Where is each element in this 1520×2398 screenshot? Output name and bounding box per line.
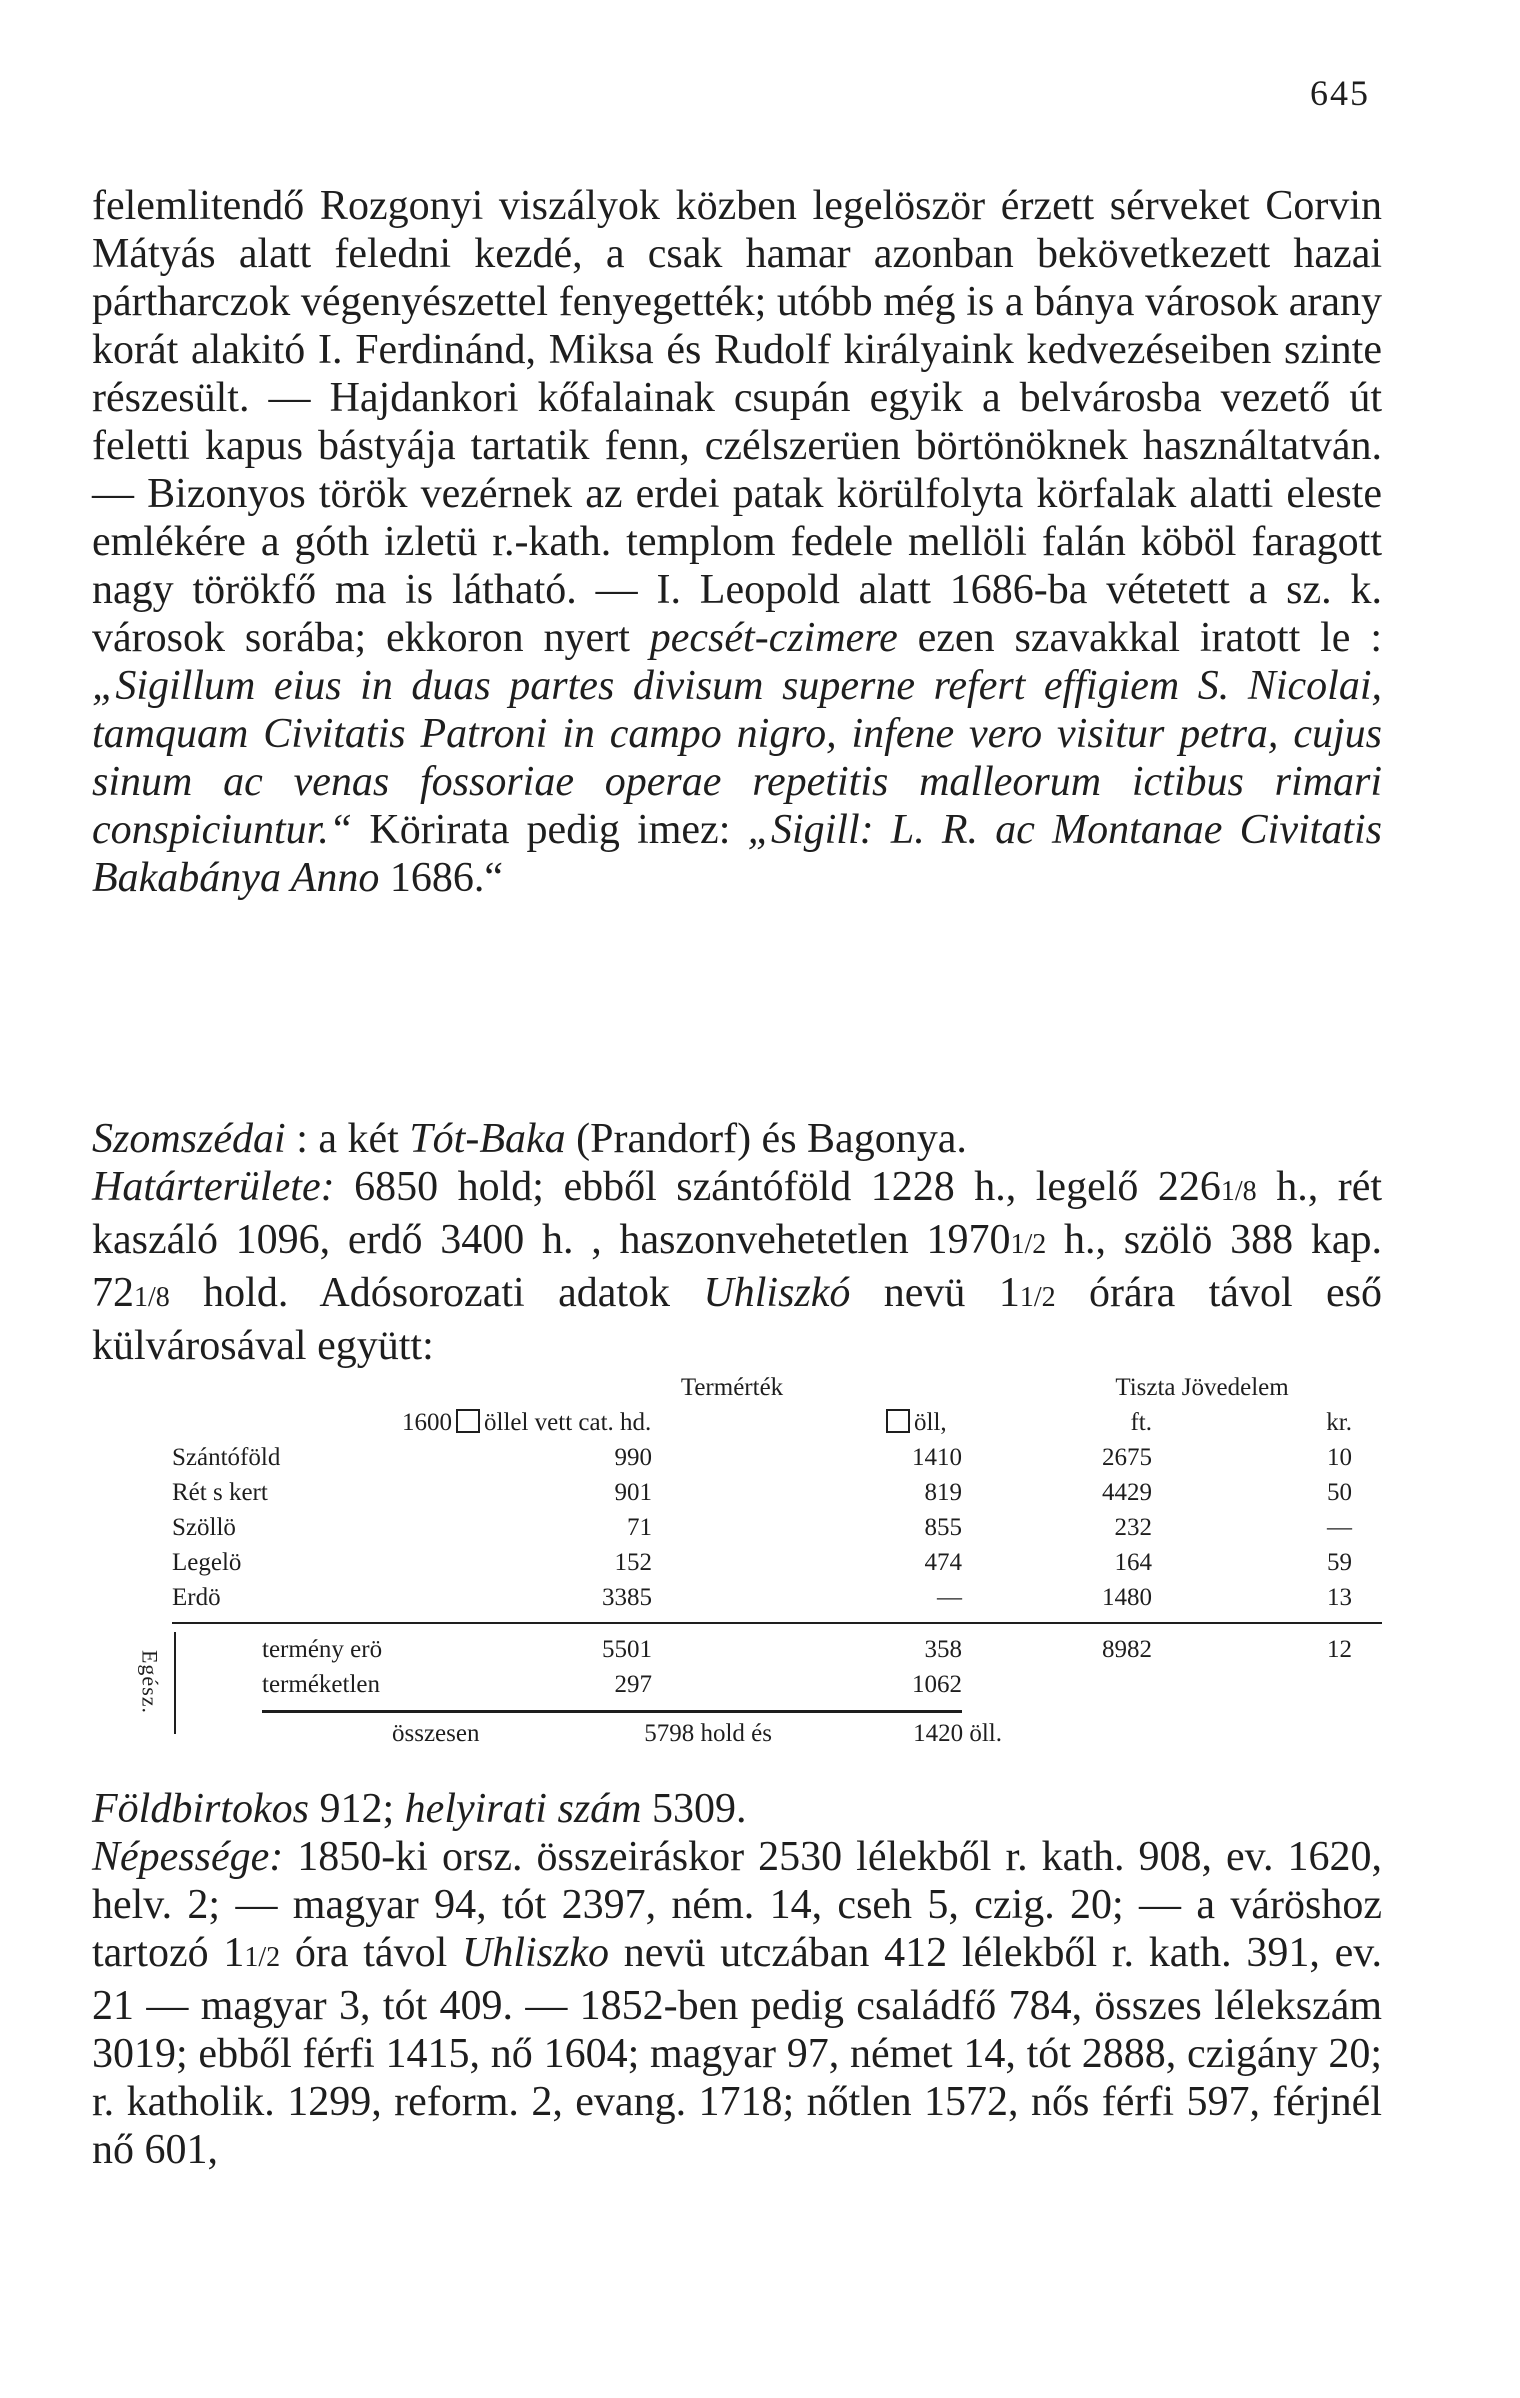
row-ft: 164 [1114,1549,1152,1576]
row-hold: 152 [614,1549,652,1576]
territory-text-6: órára távol eső külvárosával együtt: [92,1270,1382,1369]
header-oll-text: öll, [914,1409,947,1436]
header-ft: ft. [1130,1409,1152,1436]
total-rule [262,1710,962,1713]
population-label: Népessége: [92,1834,284,1880]
page-number: 645 [1310,73,1370,113]
register-number-label: helyirati szám [404,1786,642,1832]
territory-text-5: nevü 1 [850,1270,1020,1316]
square-symbol [886,1409,910,1433]
row-hold: 990 [614,1444,652,1471]
header-unit [402,1405,651,1440]
landowner-label: Földbirtokos [92,1786,309,1832]
history-text-2: ezen szavakkal iratott le : [897,615,1382,661]
row-ft: 4429 [1102,1479,1152,1506]
summary-hold: 5501 [602,1636,652,1663]
summary-ft: 8982 [1102,1636,1152,1663]
history-text-4: 1686.“ [379,855,503,901]
table-divider [172,1622,1382,1624]
neighbors-label: Szomszédai [92,1116,286,1162]
seal-term: pecsét-czimere [649,615,898,661]
summary-name: termény erö [262,1636,383,1663]
place-name: Uhliszko [461,1930,609,1976]
territory-label: Határterülete: [92,1164,335,1210]
latin-seal-description: „Sigillum eius in duas partes divisum superne refert effigiem S. Nicolai, tamquam Civitatis Patroni in campo nigro, infene vero visitur petra, cujus sinum ac venas fossoriae operae repetitis malleorum ictibus rimari conspiciuntur.“ [92,663,1382,853]
row-kr: — [1327,1514,1352,1541]
territory-text-2: h., rét kaszáló 1096, erdő 3400 h. , haszonvehetetlen 1970 [92,1164,1382,1263]
paragraph-neighbors [92,1115,1382,1163]
paragraph-population [92,1833,1382,2174]
population-text-2: óra távol [280,1930,462,1976]
header-termertek: Termérték [680,1374,784,1401]
row-ft: 1480 [1102,1584,1152,1611]
territory-text-3: h., szölö 388 kap. 72 [92,1217,1382,1316]
row-kr: 13 [1327,1584,1352,1611]
paragraph-history [92,182,1382,902]
row-oll: 1410 [912,1444,962,1471]
population-text-3: nevü utczában 412 lélekből r. kath. 391, ev. 21 — magyar 3, tót 409. — 1852-ben pedig családfő 784, összes lélekszám 3019; ebből férfi 1415, nő 1604; magyar 97, német 14, tót 2888, czigány 20; r. katholik. 1299, reform. 2, evang. 1718; nőtlen 1572, nős férfi 597, férjnél nő 601, [92,1930,1383,2173]
neighbors-text-2: (Prandorf) és Bagonya. [565,1116,967,1162]
place-name: Uhliszkó [703,1270,851,1316]
fraction: 1/2 [244,1942,281,1973]
summary-oll: 1062 [912,1671,962,1698]
header-unit-prefix: 1600 [402,1409,452,1436]
fraction: 1/8 [134,1282,170,1313]
row-oll: — [937,1584,962,1611]
row-hold: 71 [627,1514,652,1541]
row-name: Erdö [172,1584,221,1611]
territory-text-1: 6850 hold; ebből szántóföld 1228 h., legelő 226 [334,1164,1221,1210]
total-hold: 5798 hold és [644,1720,772,1747]
header-oll [882,1405,947,1440]
summary-brace [174,1632,184,1734]
summary-hold: 297 [614,1671,652,1698]
total-oll: 1420 öll. [913,1720,1002,1747]
neighbors-text-1: : a két [285,1116,410,1162]
row-kr: 10 [1327,1444,1352,1471]
row-oll: 474 [924,1549,962,1576]
row-oll: 819 [924,1479,962,1506]
summary-side-label-text: Egész. [137,1649,162,1715]
fraction: 1/8 [1220,1176,1257,1207]
row-name: Szántóföld [172,1444,281,1471]
fraction: 1/2 [1010,1229,1047,1260]
paragraph-territory [92,1163,1382,1370]
row-oll: 855 [924,1514,962,1541]
header-kr: kr. [1326,1409,1352,1436]
row-name: Szöllö [172,1514,236,1541]
row-kr: 59 [1327,1549,1352,1576]
landowner-text-2: 5309. [641,1786,747,1832]
fraction: 1/2 [1019,1282,1056,1313]
summary-name: terméketlen [262,1671,380,1698]
summary-kr: 12 [1327,1636,1352,1663]
row-name: Legelö [172,1549,242,1576]
land-statistics-table [92,1370,1382,1765]
territory-text-4: hold. Adósorozati adatok [169,1270,704,1316]
square-symbol [456,1409,480,1433]
row-hold: 3385 [602,1584,652,1611]
header-unit-text: öllel vett cat. hd. [484,1409,652,1436]
row-ft: 2675 [1102,1444,1152,1471]
row-hold: 901 [614,1479,652,1506]
row-ft: 232 [1114,1514,1152,1541]
history-text-1: felemlitendő Rozgonyi viszályok közben legelöször érzett sérveket Corvin Mátyás alatt feledni kezdé, a csak hamar azonban bekövetkezett hazai pártharczok végenyészettel fenyegették; utóbb még is a bánya városok arany korát alakitó I. Ferdinánd, Miksa és Rudolf királyaink kedvezéseiben szinte részesült. — Hajdankori kőfalainak csupán egyik a belvárosba vezető út feletti kapus bástyája tartatik fenn, czélszerüen börtönöknek használtatván. — Bizonyos török vezérnek az erdei patak körülfolyta körfalak alatti eleste emlékére a góth izletü r.-kath. templom fedele mellöli falán köböl faragott nagy törökfő ma is látható. — I. Leopold alatt 1686-ba vétetett a sz. k. városok sorába; ekkoron nyert [92,183,1382,661]
paragraph-landowner [92,1785,1382,1833]
summary-side-label [132,1628,167,1736]
population-text-1: 1850-ki orsz. összeiráskor 2530 lélekből r. kath. 908, ev. 1620, helv. 2; — magyar 94, tót 2397, ném. 14, cseh 5, czig. 20; — a váröshoz tartozó 1 [92,1834,1382,1976]
row-name: Rét s kert [172,1479,268,1506]
total-name: összesen [392,1720,480,1747]
header-tiszta-jovedelem: Tiszta Jövedelem [1115,1374,1289,1401]
neighbor-name: Tót-Baka [409,1116,566,1162]
landowner-text-1: 912; [309,1786,405,1832]
row-kr: 50 [1327,1479,1352,1506]
latin-seal-inscription: „Sigill: L. R. ac Montanae Civitatis Bakabánya Anno [92,807,1382,901]
history-text-3: Körirata pedig imez: [352,807,748,853]
summary-oll: 358 [924,1636,962,1663]
